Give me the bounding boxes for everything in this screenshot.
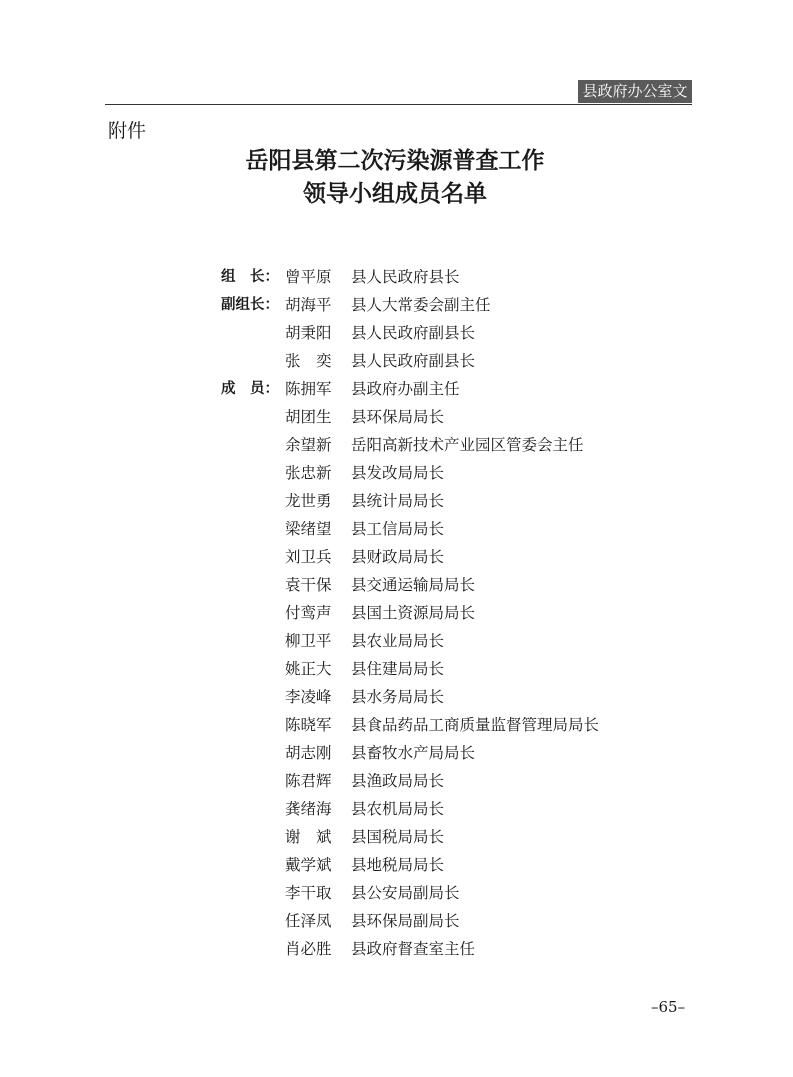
member-role: [221, 767, 285, 795]
member-position: 县农业局局长: [351, 632, 445, 650]
member-position: 县畜牧水产局局长: [351, 744, 476, 762]
member-name: 柳卫平: [285, 632, 332, 650]
member-row: [221, 655, 661, 683]
member-role: [221, 683, 285, 711]
header-divider: [105, 104, 692, 105]
member-role: [221, 487, 285, 515]
document-title-line-2: 领导小组成员名单: [303, 180, 487, 207]
page-number: –65–: [651, 998, 686, 1016]
member-name: 陈晓军: [285, 716, 332, 734]
member-row: [221, 571, 661, 599]
member-position: 县人大常委会副主任: [351, 296, 491, 314]
member-row: [221, 795, 661, 823]
member-name: 龙世勇: [285, 492, 332, 510]
member-role: [221, 795, 285, 823]
member-position: 县国土资源局局长: [351, 604, 476, 622]
member-row: [221, 767, 661, 795]
member-name: 戴学斌: [285, 856, 332, 874]
member-position: 县地税局局长: [351, 856, 445, 874]
member-row: [221, 907, 661, 935]
member-role: 成 员：: [221, 381, 279, 397]
member-row: [221, 319, 661, 347]
member-position: 县环保局局长: [351, 408, 445, 426]
member-name: 张忠新: [285, 464, 332, 482]
member-role: [221, 459, 285, 487]
member-row: [221, 935, 661, 963]
member-row: [221, 459, 661, 487]
member-row: [221, 263, 661, 291]
document-category-tag: 县政府办公室文件: [578, 80, 692, 103]
member-row: [221, 599, 661, 627]
member-row: [221, 879, 661, 907]
member-role: [221, 543, 285, 571]
member-position: 县人民政府副县长: [351, 324, 476, 342]
member-row: [221, 543, 661, 571]
member-role: [221, 907, 285, 935]
member-row: [221, 739, 661, 767]
member-role: [221, 599, 285, 627]
member-name: 李干取: [285, 884, 332, 902]
member-role: 副组长：: [221, 297, 279, 313]
member-position: 县渔政局局长: [351, 772, 445, 790]
member-role: [221, 851, 285, 879]
member-row: [221, 347, 661, 375]
member-role: 组 长：: [221, 269, 279, 285]
member-name: 陈拥军: [285, 380, 332, 398]
member-position: 县水务局局长: [351, 688, 445, 706]
member-role: [221, 655, 285, 683]
member-position: 县人民政府副县长: [351, 352, 476, 370]
member-role: [221, 879, 285, 907]
member-role: [221, 431, 285, 459]
member-row: [221, 403, 661, 431]
member-role: [221, 515, 285, 543]
member-position: 县环保局副局长: [351, 912, 460, 930]
member-name: 胡团生: [285, 408, 332, 426]
member-name: 余望新: [285, 436, 332, 454]
member-row: [221, 375, 661, 403]
member-row: [221, 683, 661, 711]
member-name: 刘卫兵: [285, 548, 332, 566]
member-name: 张 奕: [285, 352, 332, 370]
member-list: [221, 263, 661, 963]
member-role: [221, 739, 285, 767]
member-position: 县政府办副主任: [351, 380, 460, 398]
member-position: 县工信局局长: [351, 520, 445, 538]
member-role: [221, 319, 285, 347]
member-name: 袁干保: [285, 576, 332, 594]
member-role: [221, 935, 285, 963]
member-role: [221, 571, 285, 599]
member-row: [221, 823, 661, 851]
member-position: 县公安局副局长: [351, 884, 460, 902]
member-name: 梁绪望: [285, 520, 332, 538]
member-row: [221, 627, 661, 655]
member-row: [221, 431, 661, 459]
member-name: 胡海平: [285, 296, 332, 314]
member-position: 县住建局局长: [351, 660, 445, 678]
member-name: 任泽凤: [285, 912, 332, 930]
member-name: 胡志刚: [285, 744, 332, 762]
member-name: 龚绪海: [285, 800, 332, 818]
member-row: [221, 711, 661, 739]
member-name: 曾平原: [285, 268, 332, 286]
member-position: 县人民政府县长: [351, 268, 460, 286]
member-row: [221, 515, 661, 543]
member-name: 姚正大: [285, 660, 332, 678]
member-row: [221, 487, 661, 515]
member-name: 陈君辉: [285, 772, 332, 790]
member-name: 肖必胜: [285, 940, 332, 958]
member-role: [221, 823, 285, 851]
attachment-label: 附件: [108, 120, 147, 142]
member-role: [221, 347, 285, 375]
member-position: 县食品药品工商质量监督管理局局长: [351, 716, 600, 734]
member-position: 县农机局局长: [351, 800, 445, 818]
member-role: [221, 403, 285, 431]
member-position: 县发改局局长: [351, 464, 445, 482]
member-row: [221, 291, 661, 319]
member-position: 县国税局局长: [351, 828, 445, 846]
member-name: 付鸾声: [285, 604, 332, 622]
document-title-line-1: 岳阳县第二次污染源普查工作: [245, 147, 545, 174]
member-position: 县政府督查室主任: [351, 940, 476, 958]
member-name: 李凌峰: [285, 688, 332, 706]
member-name: 谢 斌: [285, 828, 332, 846]
member-position: 岳阳高新技术产业园区管委会主任: [351, 436, 584, 454]
member-role: [221, 711, 285, 739]
member-position: 县交通运输局局长: [351, 576, 476, 594]
member-name: 胡秉阳: [285, 324, 332, 342]
member-role: [221, 627, 285, 655]
member-row: [221, 851, 661, 879]
member-position: 县统计局局长: [351, 492, 445, 510]
member-position: 县财政局局长: [351, 548, 445, 566]
